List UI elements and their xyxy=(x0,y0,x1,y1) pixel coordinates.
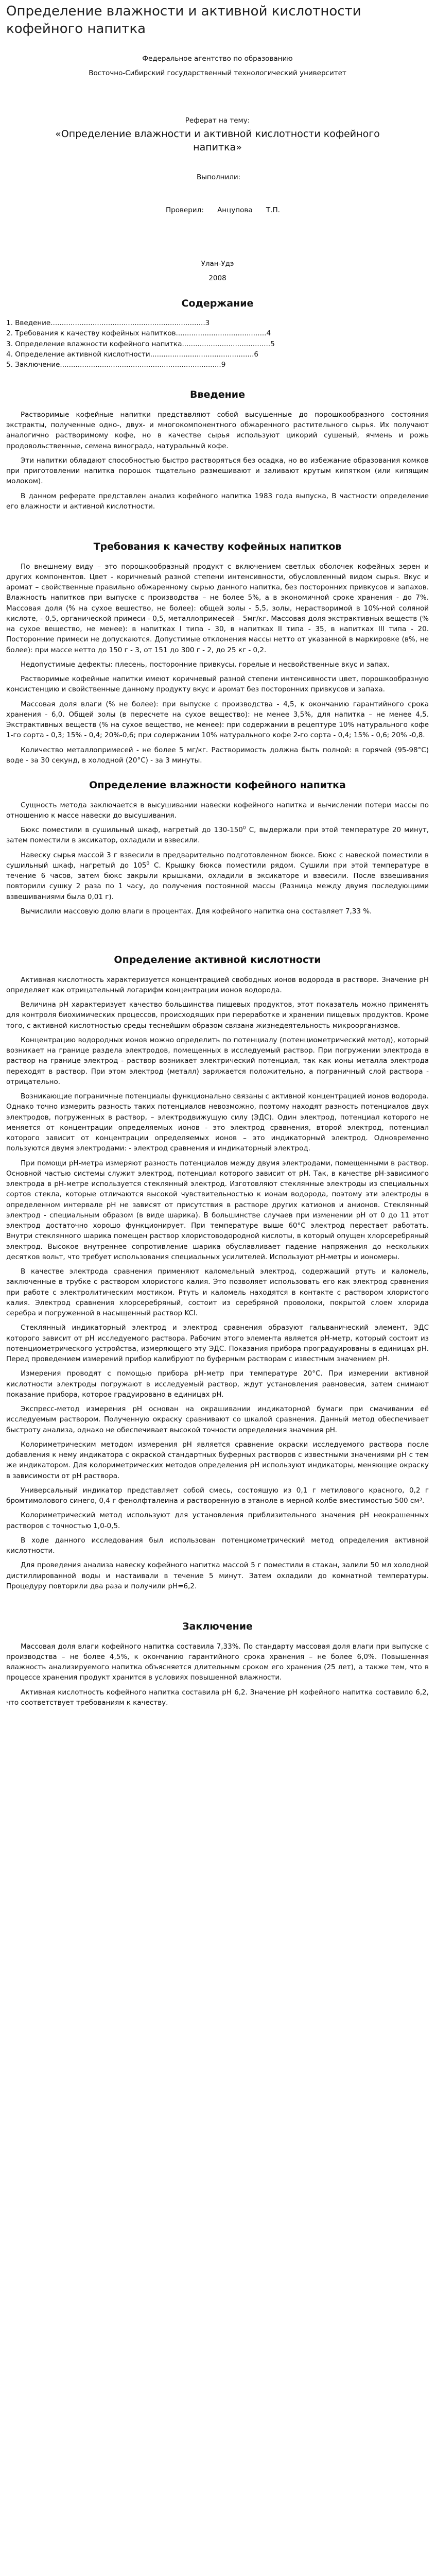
paragraph: Стеклянный индикаторный электрод и электрод сравнения образуют гальванический элемент, ЭДС которого зависит от pH исследуемого раствора. Рабочим этого элемента является pH-метр, который состоит из потенциометрического устройства, измеряющего эту ЭДС. Показания прибора проградуированы в единицах pH. Перед проведением измерений прибор калибруют по буферным растворам с известным значением pH. xyxy=(6,1324,429,1364)
requirements-heading: Требования к качеству кофейных напитков xyxy=(93,541,342,553)
university-name: Восточно-Сибирский государственный технологический университет xyxy=(89,69,346,77)
paragraph: Измерения проводят с помощью прибора pH-метр при температуре 20°С. При измерении активной кислотности электроды погружают в исследуемый раствор, ждут установления равновесия, затем снимают показание прибора, которое градуировано в единицах pH. xyxy=(6,1369,429,1399)
report-type: Реферат на тему: xyxy=(185,116,250,125)
paragraph: Для проведения анализа навеску кофейного напитка массой 5 г поместили в стакан, залили 50 мл холодной дистиллированной воды и настаивали в течение 5 минут. Затем охладили до комнатной температуры. Процедуру повторили два раза и получили pH=6,2. xyxy=(6,1561,429,1590)
paragraph xyxy=(6,825,429,846)
paragraph-part: С. Крышку бюкса поместили рядом. Сушили при этой температуре в течение 6 часов, затем бюкс закрыли крышками, охладили в эксикаторе и взвесили. После взвешивания повторили сушку 2 раза по 1 часу, до получения постоянной массы (Разница между двумя последующими взвешиваниями была 0,01 г). xyxy=(6,861,429,901)
conclusion-heading: Заключение xyxy=(182,1621,253,1633)
paragraph: Колориметрическим методом измерения pH является сравнение окраски исследуемого раствора после добавления к нему индикатора с окраской стандартных буферных растворов с известными значениями pH с тем же индикатором. Для колориметрических методов определения pH используют индикаторы, меняющие окраску в зависимости от pH раствора. xyxy=(6,1440,429,1480)
acidity-heading: Определение активной кислотности xyxy=(114,954,321,966)
moisture-heading: Определение влажности кофейного напитка xyxy=(89,779,346,791)
paragraph: В ходе данного исследования был использован потенциометрический метод определения активной кислотности. xyxy=(6,1536,429,1555)
toc-item[interactable]: 4. Определение активной кислотности...............................................6 xyxy=(6,350,258,359)
paragraph: Количество металлопримесей - не более 5 мг/кг. Растворимость должна быть полной: в горячей (95-98°С) воде - за 30 секунд, в холодной (20°С) - за 3 минуты. xyxy=(6,745,429,765)
year: 2008 xyxy=(208,274,226,283)
paragraph: Недопустимые дефекты: плесень, посторонние привкусы, горелые и несвойственные вкус и запах. xyxy=(21,660,390,669)
checked-by xyxy=(6,205,429,215)
paragraph: Возникающие пограничные потенциалы функционально связаны с активной концентрацией ионов водорода. Однако точно измерить разность таких потенциалов невозможно, поэтому находят разность потенциалов двух электродов, погруженных в раствор, – электродвижущую силу (ЭДС). Один электрод, потенциал которого не меняется от концентрации определяемых ионов - это электрод сравнения, второй электрод, потенциал которого зависит от концентрации определяемых ионов – это индикаторный электрод. Одновременно пользуются двумя электродами: - электрод сравнения и индикаторный электрод. xyxy=(6,1092,429,1153)
paragraph: В качестве электрода сравнения применяют каломельный электрод, содержащий ртуть и каломель, заключенные в трубке с раствором хлористого калия. Это позволяет использовать его как электрод сравнения при работе с электролитическим мостиком. Ртуть и каломель находятся в контакте с раствором хлористого калия. Электрод сравнения хлорсеребряный, состоит из серебряной проволоки, покрытой слоем хлорида серебра и погруженной в насыщенный раствор KCl. xyxy=(6,1267,429,1318)
paragraph: При помощи pH-метра измеряют разность потенциалов между двумя электродами, помещенными в раствор. Основной частью системы служит электрод, потенциал которого зависит от pH. Так, в качестве pH-зависимого электрода в pH-метре используется стеклянный электрод. Изготовляют стеклянные электроды из специальных сортов стекла, которые отличаются высокой чувствительностью к ионам водорода, поэтому эти электроды в определенном интервале pH не зависят от присутствия в растворе других катионов и анионов. Стеклянный электрод - специальным образом (в виде шарика). В большинстве случаев при изменении pH от 0 до 11 этот электрод достаточно хорошо функционирует. При температуре выше 60°С электрод перестает работать. Внутри стеклянного шарика помещен раствор хлористоводородной кислоты, в который опущен хлорсеребряный электрод. Высокое внутреннее сопротивление шарика обуславливает падение напряжения до нескольких десятков вольт, что требует использования специальных усилителей. Используют рН-метры и иономеры. xyxy=(6,1159,429,1261)
paragraph-part: Навеску сырья массой 3 г взвесили в предварительно подготовленном бюксе. Бюкс с навеской поместили в сушильный шкаф, нагретый до 105 xyxy=(6,851,429,870)
paragraph: Сущность метода заключается в высушивании навески кофейного напитка и вычислении потери массы по отношению к массе навески до высушивания. xyxy=(6,801,429,820)
title-page xyxy=(6,54,429,284)
toc-item[interactable]: 2. Требования к качеству кофейных напитков.........................................4 xyxy=(6,329,271,338)
table-of-contents xyxy=(6,318,429,370)
paragraph-part: С, выдержали при этой температуре 20 минут, затем поместили в эксикатор, охладили и взвесили. xyxy=(6,826,429,845)
paragraph: Колориметрический метод используют для установления приблизительного значения pH неокрашенных растворов с точностью 1,0-0,5. xyxy=(6,1511,429,1530)
paragraph-part: Бюкс поместили в сушильный шкаф, нагретый до 130-150 xyxy=(21,826,243,835)
paragraph: Величина pH характеризует качество большинства пищевых продуктов, этот показатель можно применять для контроля биохимических процессов, происходящих при переработке и хранении пищевых продуктов. Кроме того, с активной кислотностью среды теснейшим образом связана жизнедеятельность микроорганизмов. xyxy=(6,1001,429,1030)
paragraph: Экспресс-метод измерения pH основан на окрашивании индикаторной бумаги при смачивании её исследуемым раствором. Полученную окраску сравнивают со шкалой сравнения. Данный метод обеспечивает быстроту анализа, однако не обеспечивает высокой точности определения значения pH. xyxy=(6,1405,429,1434)
toc-item[interactable]: 1. Введение......................................................................3 xyxy=(6,319,210,328)
intro-heading: Введение xyxy=(190,389,245,401)
toc-item[interactable]: 3. Определение влажности кофейного напитка........................................5 xyxy=(6,340,275,348)
agency-name: Федеральное агентство по образованию xyxy=(142,54,293,63)
checked-by-name: Анцупова Т.П. xyxy=(217,206,280,214)
report-title: «Определение влажности и активной кислотности кофейного напитка» xyxy=(55,128,380,153)
paragraph xyxy=(6,850,429,902)
toc-heading: Содержание xyxy=(181,297,254,309)
checked-by-label: Проверил: xyxy=(166,206,204,214)
paragraph: Растворимые кофейные напитки имеют коричневый разной степени интенсивности цвет, порошкообразную консистенцию и свойственные данному продукту вкус и аромат без посторонних привкусов и запаха. xyxy=(6,675,429,694)
city: Улан-Удэ xyxy=(201,260,234,268)
paragraph: Эти напитки обладают способностью быстро растворяться без осадка, но во избежание образования комков при приготовлении напитка порошок тщательно размешивают и заливают крутым кипятком (или кипящим молоком). xyxy=(6,456,429,486)
done-by-label: Выполнили: xyxy=(197,173,241,181)
paragraph: В данном реферате представлен анализ кофейного напитка 1983 года выпуска, В частности определение его влажности и активной кислотности. xyxy=(6,492,429,511)
paragraph: Массовая доля влаги кофейного напитка составила 7,33%. По стандарту массовая доля влаги при выпуске с производства – не более 4,5%, к окончанию гарантийного срока хранения – не более 6,0%. Повышенная влажность анализируемого напитка объясняется длительным сроком его хранения (25 лет), а также тем, что в процессе хранения продукт хранится в условиях повышенной влажности. xyxy=(6,1642,429,1682)
paragraph: Активная кислотность кофейного напитка составила pH 6,2. Значение pH кофейного напитка составило 6,2, что соответствует требованиям к качеству. xyxy=(6,1688,429,1707)
paragraph: По внешнему виду – это порошкообразный продукт с включением светлых оболочек кофейных зерен и других компонентов. Цвет - коричневый разной степени интенсивности, обусловленный видом сырья. Вкус и аромат – свойственные правильно обжаренному сырью данного напитка, без посторонних привкусов и запахов. Влажность напитков при выпуске с производства – не более 5%, а в экономичной сроке хранения - до 7%. Массовая доля (% на сухое вещество, не более): общей золы - 5,5, золы, нерастворимой в 10%-ной соляной кислоте, - 0,5, органической примеси - 0,5, металлопримесей – 5мг/кг. Массовая доля экстрактивных веществ (% на сухое вещество, не менее): в напитках I типа - 30, в напитках II типа - 35, в напитках III типа - 20. Посторонние примеси не допускаются. Допустимые отклонения массы нетто от указанной в маркировке (в%, не более): при массе нетто до 150 г - 3, от 151 до 300 г - 2, до 25 кг - 0,2. xyxy=(6,562,429,654)
paragraph: Массовая доля влаги (% не более): при выпуске с производства - 4,5, к окончанию гарантийного срока хранения - 6,0. Общей золы (в пересчете на сухое вещество): не менее 3,5%, для напитка – не менее 4,5. Экстрактивных веществ (% на сухое вещество, не менее): при содержании в рецептуре 10% натурального кофе 1-го сорта - 0,3; 15% - 0,4; 20%-0,6; при содержании 10% натурального кофе 2-го сорта - 0,4; 15% - 0,6; 20% -0,8. xyxy=(6,700,429,740)
paragraph: Универсальный индикатор представляет собой смесь, состоящую из 0,1 г метилового красного, 0,2 г бромтимолового синего, 0,4 г фенолфталеина и растворенную в этаноле в мерной колбе вместимостью 500 см³. xyxy=(6,1486,429,1505)
paragraph: Вычислили массовую долю влаги в процентах. Для кофейного напитка она составляет 7,33 %. xyxy=(21,907,372,916)
toc-item[interactable]: 5. Заключение.........................................................................9 xyxy=(6,361,226,369)
document-title: Определение влажности и активной кислотности кофейного напитка xyxy=(6,4,361,37)
paragraph: Растворимые кофейные напитки представляют собой высушенные до порошкообразного состояния экстракты, полученные одно-, двух- и многокомпонентного обжаренного растительного сырья. Их получают аналогично растворимому кофе, но в качестве сырья используют цикорий сушеный, ячмень и рожь продовольственные, семена винограда, натуральный кофе. xyxy=(6,410,429,450)
degree-mark: 0 xyxy=(242,825,246,831)
paragraph: Концентрацию водородных ионов можно определить по потенциалу (потенциометрический метод), который возникает на границе раздела электродов, помещенных в исследуемый раствор. При погружении электрода в раствор на границе электрод - раствор возникает электрический потенциал, так как ионы металла электрода переходят в раствор. При этом электрод (металл) заряжается положительно, а пограничный слой раствора - отрицательно. xyxy=(6,1036,429,1086)
degree-mark: 0 xyxy=(146,861,150,867)
paragraph: Активная кислотность характеризуется концентрацией свободных ионов водорода в растворе. Значение pH определяет как отрицательный логарифм концентрации ионов водорода. xyxy=(6,975,429,994)
